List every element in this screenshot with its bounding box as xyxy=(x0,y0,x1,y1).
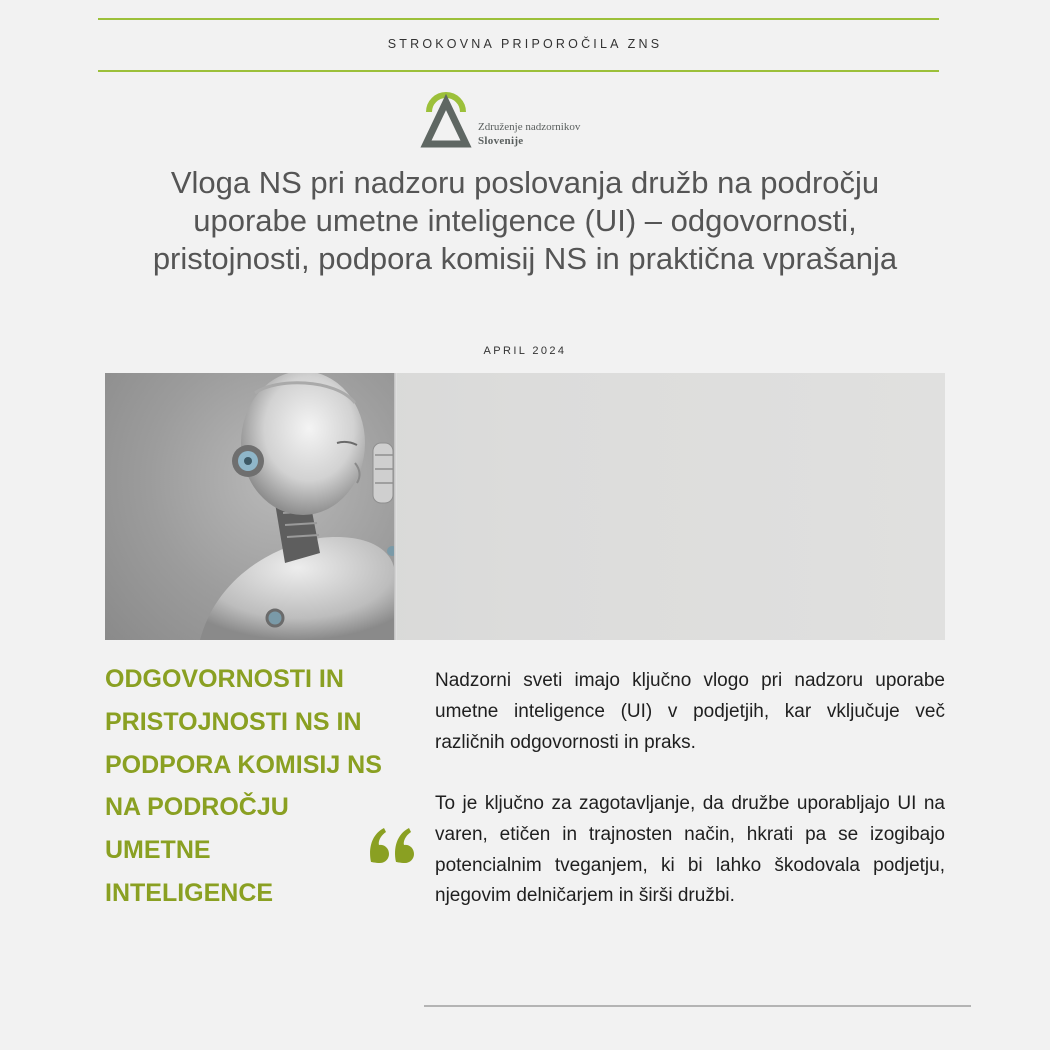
zns-logo-icon xyxy=(420,88,474,150)
body-paragraph-1: Nadzorni sveti imajo ključno vlogo pri nadzoru uporabe umetne inteligence (UI) v podjetjih, kar vključuje več različnih odgovornosti in praks. xyxy=(435,670,945,753)
top-divider xyxy=(98,18,939,20)
section-heading: ODGOVORNOSTI IN PRISTOJNOSTI NS IN PODPORA KOMISIJ NS NA PODROČJU UMETNE INTELIGENCE xyxy=(105,665,382,907)
robot-illustration xyxy=(105,373,395,640)
body-paragraph-2: To je ključno za zagotavljanje, da družbe uporabljajo UI na varen, etičen in trajnosten način, hkrati pa se izogibajo potencialnim tveganjem, ki bi lahko škodovala podjetju, njegovim delničarjem in širši družbi. xyxy=(435,793,945,907)
logo-text-line1: Združenje nadzornikov xyxy=(478,121,581,133)
logo-text-line2: Slovenije xyxy=(478,135,524,147)
document-title: Vloga NS pri nadzoru poslovanja družb na področju uporabe umetne inteligence (UI) – odgovornosti, pristojnosti, podpora komisij NS in praktična vprašanja xyxy=(152,165,898,276)
kicker-label: STROKOVNA PRIPOROČILA ZNS xyxy=(387,37,663,51)
publication-date: APRIL 2024 xyxy=(483,345,567,357)
header-divider xyxy=(98,70,939,72)
footer-divider xyxy=(424,1005,971,1007)
quote-mark-icon xyxy=(368,824,418,864)
hero-panel-edge xyxy=(394,373,397,640)
organization-logo xyxy=(420,88,630,150)
robot-photo-panel xyxy=(105,373,395,640)
hero-image-robot xyxy=(105,373,945,640)
